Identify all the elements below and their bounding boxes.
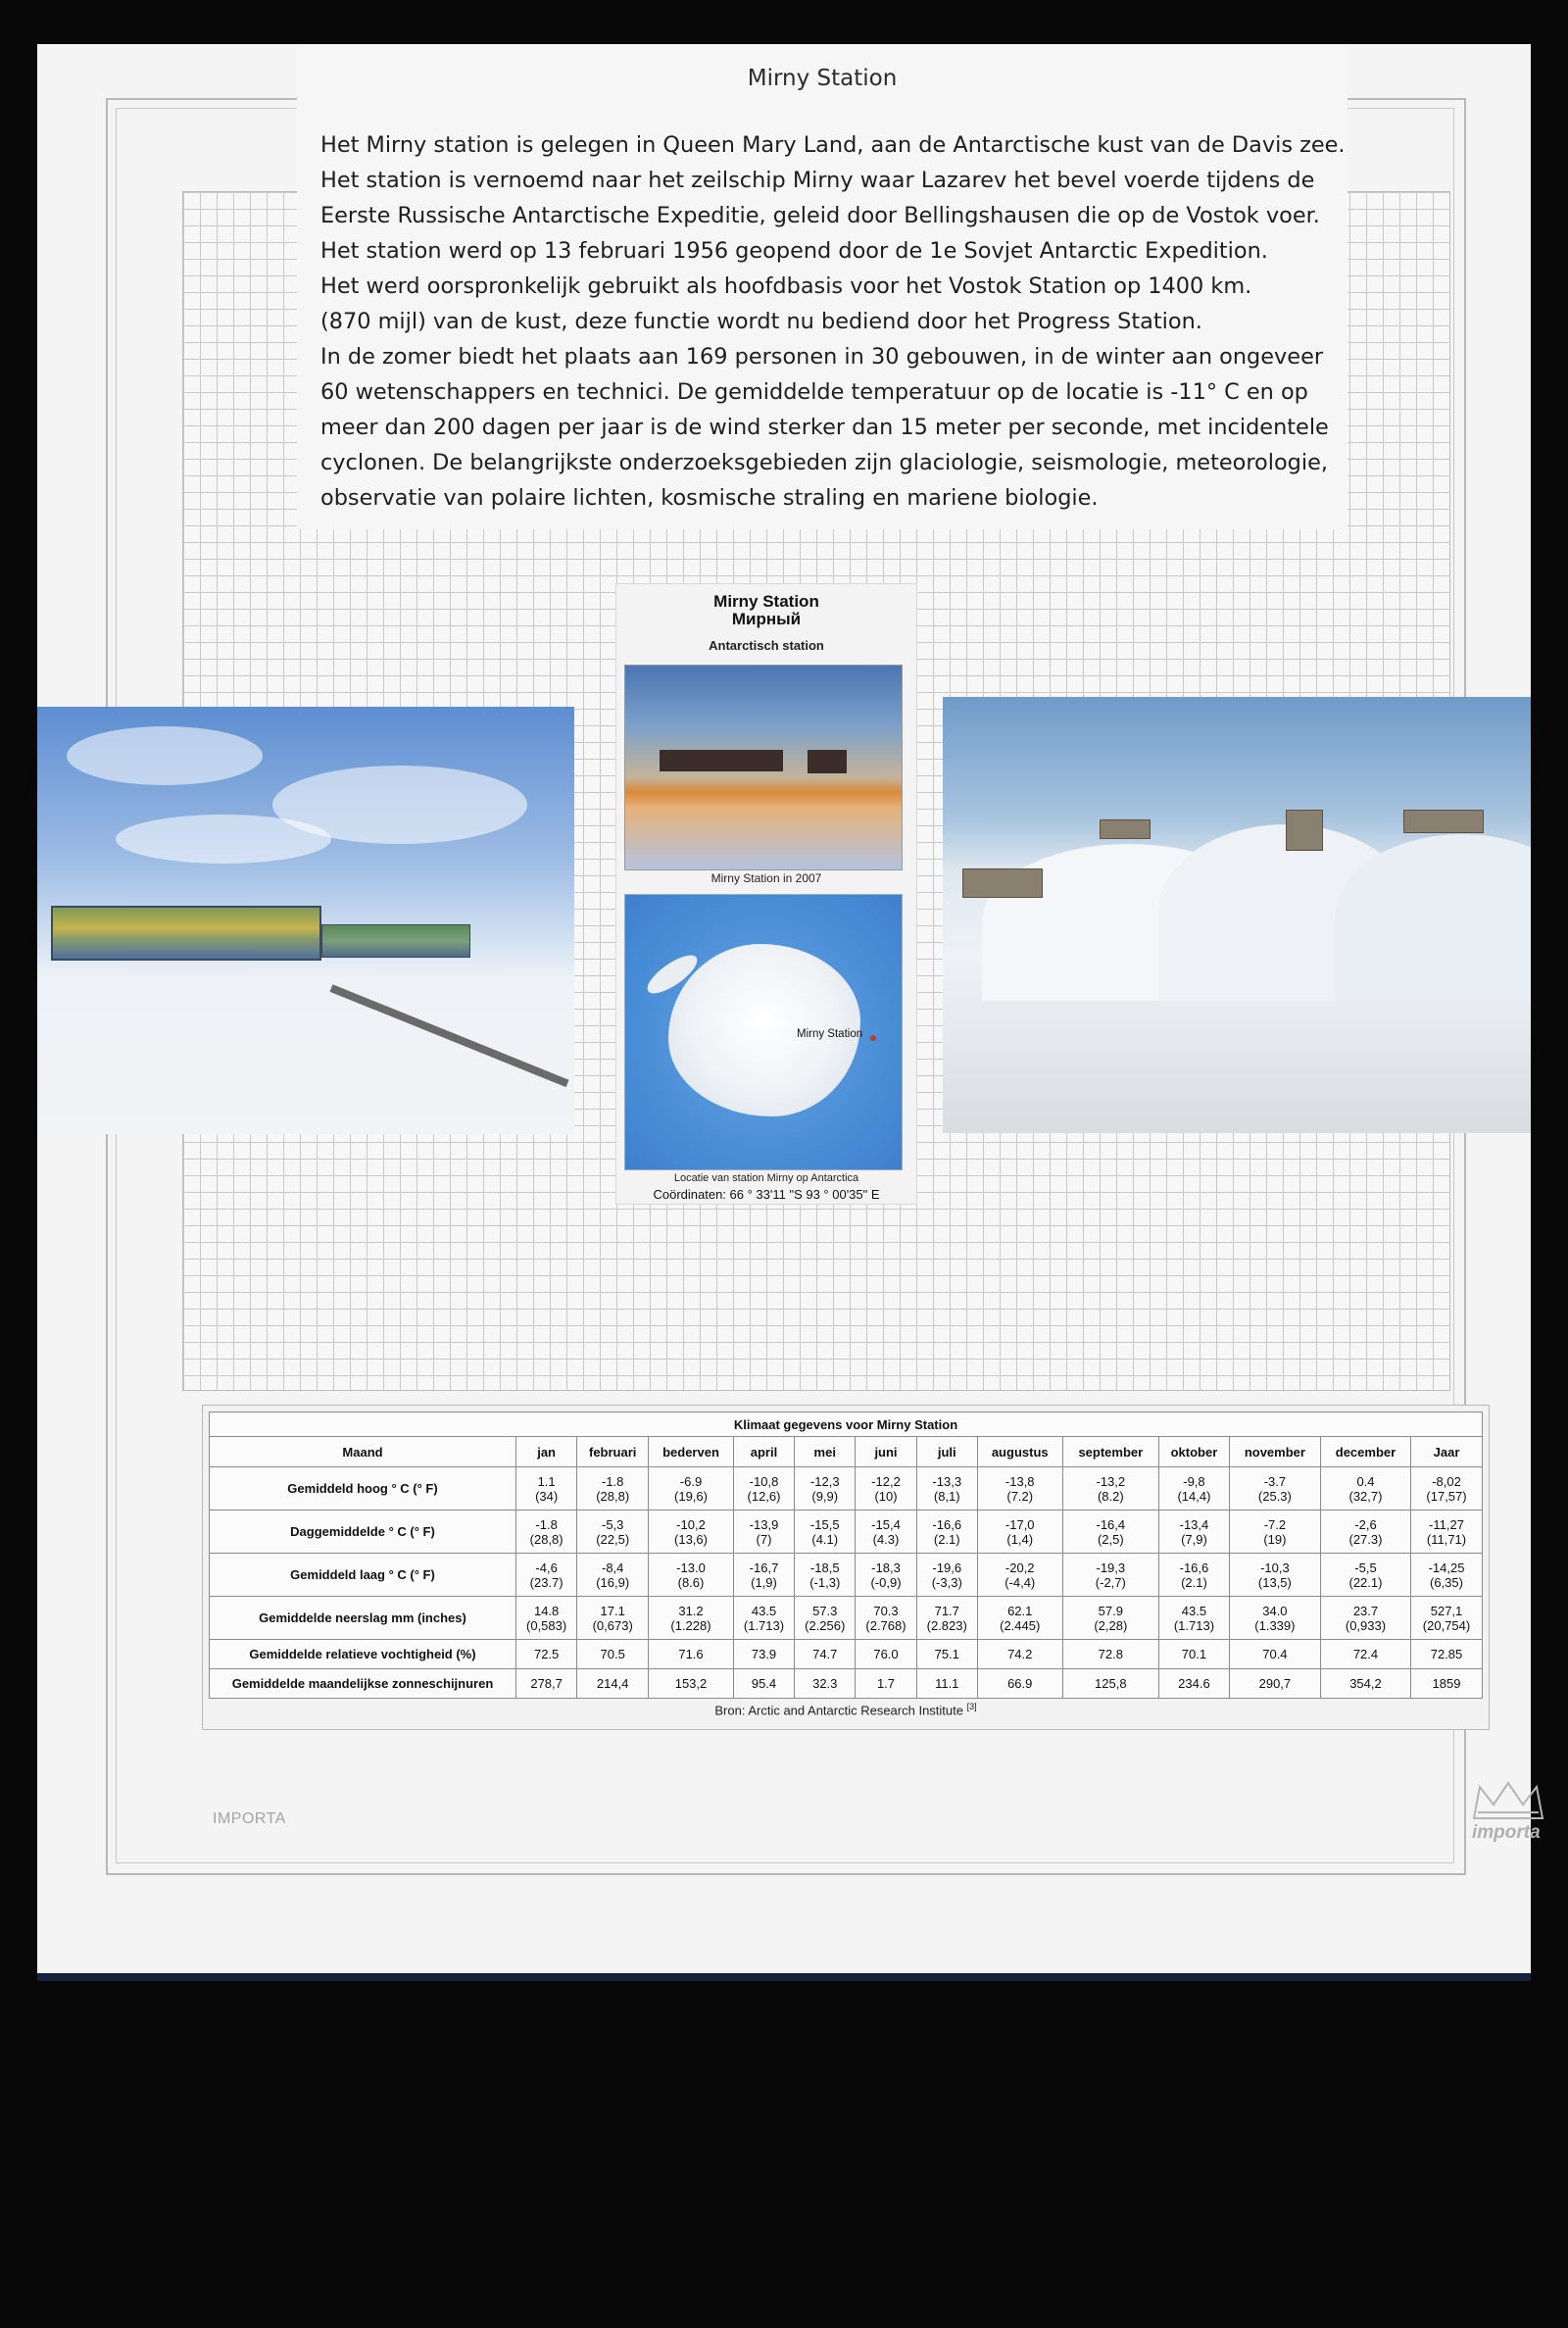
table-row	[210, 1640, 1483, 1669]
table-cell	[1411, 1669, 1483, 1699]
table-cell	[1411, 1597, 1483, 1640]
cell-value-alt: (2.1)	[1181, 1574, 1207, 1590]
table-cell	[733, 1669, 794, 1699]
table-cell	[977, 1511, 1062, 1554]
cell-value-alt: (10)	[874, 1488, 898, 1504]
header-month: bederven	[649, 1437, 734, 1467]
cell-value: -13,8	[1004, 1473, 1035, 1489]
row-label: Gemiddelde maandelijkse zonneschijnuren	[210, 1669, 516, 1699]
cell-value: 290,7	[1258, 1676, 1292, 1691]
snow-covered-station-photo	[943, 697, 1531, 1133]
table-cell	[856, 1669, 916, 1699]
table-cell	[977, 1554, 1062, 1597]
cell-value-alt: (2,28)	[1094, 1617, 1128, 1633]
cell-value-alt: (4.1)	[811, 1531, 839, 1547]
cell-value-alt: (1.228)	[670, 1617, 711, 1633]
cell-value: 278,7	[530, 1676, 563, 1691]
table-cell	[516, 1597, 577, 1640]
cell-value-alt: (23.7)	[529, 1574, 564, 1590]
cell-value: -13,4	[1179, 1516, 1209, 1532]
climate-table-card	[202, 1405, 1490, 1730]
cell-value: -8,4	[601, 1560, 624, 1575]
table-cell	[1062, 1669, 1158, 1699]
cell-value: -20,2	[1004, 1560, 1035, 1575]
cell-value: -15,5	[809, 1516, 840, 1532]
cell-value-alt: (2.823)	[926, 1617, 967, 1633]
table-cell	[1062, 1511, 1158, 1554]
source-ref: [3]	[966, 1702, 977, 1711]
row-label: Daggemiddelde ° C (° F)	[210, 1511, 516, 1554]
cell-value: 72.5	[533, 1647, 560, 1661]
station-marker-icon	[870, 1035, 876, 1041]
cell-value: -13.0	[676, 1560, 706, 1575]
cell-value: -15,4	[871, 1516, 901, 1532]
header-label: Maand	[210, 1437, 516, 1467]
table-cell	[649, 1597, 734, 1640]
cell-value: -1.8	[601, 1473, 624, 1489]
cell-value: 34.0	[1262, 1603, 1288, 1618]
cell-value: 14.8	[533, 1603, 560, 1618]
cell-value-alt: (22.1)	[1348, 1574, 1383, 1590]
cell-value-alt: (7,9)	[1181, 1531, 1207, 1547]
cell-value: -13,3	[932, 1473, 962, 1489]
cell-value: 70.1	[1181, 1647, 1207, 1661]
cell-value: 43.5	[751, 1603, 777, 1618]
intro-line: meer dan 200 dagen per jaar is de wind sterker dan 15 meter per seconde, met incidentele	[320, 415, 1329, 440]
cell-value: 62.1	[1007, 1603, 1033, 1618]
table-cell	[977, 1669, 1062, 1699]
cell-value: -13,2	[1096, 1473, 1126, 1489]
cell-value-alt: (28,8)	[596, 1488, 630, 1504]
cell-value: 75.1	[934, 1647, 959, 1661]
table-cell	[733, 1554, 794, 1597]
table-cell	[916, 1669, 977, 1699]
table-cell	[856, 1511, 916, 1554]
table-cell	[577, 1554, 649, 1597]
cell-value: 354,2	[1349, 1676, 1382, 1691]
cell-value: -17,0	[1004, 1516, 1035, 1532]
cell-value: -9,8	[1183, 1473, 1205, 1489]
cell-value: -2,6	[1354, 1516, 1377, 1532]
cell-value: 17.1	[600, 1603, 625, 1618]
table-cell	[1062, 1597, 1158, 1640]
station-infobox	[615, 583, 917, 1205]
cell-value-alt: (-4,4)	[1004, 1574, 1036, 1590]
cell-value-alt: (1,4)	[1006, 1531, 1034, 1547]
cell-value: -5,5	[1354, 1560, 1377, 1575]
cell-value: 57.9	[1098, 1603, 1123, 1618]
cell-value-alt: (32,7)	[1348, 1488, 1383, 1504]
cell-value: 125,8	[1095, 1676, 1127, 1691]
table-cell	[916, 1597, 977, 1640]
table-cell	[733, 1597, 794, 1640]
cell-value: 23.7	[1352, 1603, 1379, 1618]
cell-value: 32.3	[812, 1676, 838, 1691]
cell-value: -3.7	[1263, 1473, 1287, 1489]
table-cell	[1159, 1467, 1230, 1511]
row-label: Gemiddelde relatieve vochtigheid (%)	[210, 1640, 516, 1669]
table-cell	[1320, 1669, 1410, 1699]
cell-value-alt: (6,35)	[1430, 1574, 1463, 1590]
cell-value-alt: (34)	[535, 1488, 559, 1504]
cell-value-alt: (2,5)	[1097, 1531, 1124, 1547]
climate-source	[203, 1702, 1489, 1717]
table-cell	[795, 1554, 856, 1597]
header-month: februari	[577, 1437, 649, 1467]
cell-value-alt: (7)	[756, 1531, 772, 1547]
coordinates: Coördinaten: 66 ° 33'11 "S 93 ° 00'35" E	[653, 1187, 880, 1202]
table-cell	[1320, 1640, 1410, 1669]
cell-value: -1.8	[535, 1516, 558, 1532]
photo-caption: Mirny Station in 2007	[710, 871, 822, 885]
table-cell	[649, 1640, 734, 1669]
cell-value-alt: (0,673)	[592, 1617, 633, 1633]
table-cell	[916, 1640, 977, 1669]
cell-value-alt: (1.713)	[743, 1617, 785, 1633]
cell-value-alt: (-0,9)	[870, 1574, 902, 1590]
map-label: Mirny Station	[797, 1028, 863, 1040]
intro-line: In de zomer biedt het plaats aan 169 personen in 30 gebouwen, in de winter aan ongeveer	[320, 344, 1324, 370]
cell-value: 66.9	[1007, 1676, 1033, 1691]
header-month: september	[1062, 1437, 1158, 1467]
row-label: Gemiddelde neerslag mm (inches)	[210, 1597, 516, 1640]
table-cell	[916, 1467, 977, 1511]
table-cell	[856, 1597, 916, 1640]
cell-value: 72.8	[1098, 1647, 1123, 1661]
infobox-title-russian: Мирный	[731, 610, 802, 628]
cell-value-alt: (13,6)	[674, 1531, 708, 1547]
source-text: Bron: Arctic and Antarctic Research Institute	[714, 1703, 963, 1718]
table-cell	[516, 1554, 577, 1597]
table-cell	[795, 1669, 856, 1699]
header-month: mei	[795, 1437, 856, 1467]
table-cell	[1411, 1640, 1483, 1669]
cell-value: -10,8	[749, 1473, 779, 1489]
table-cell	[1229, 1669, 1320, 1699]
cell-value-alt: (0,933)	[1345, 1617, 1387, 1633]
cell-value: 1.1	[537, 1473, 556, 1489]
cell-value: 70.5	[600, 1647, 625, 1661]
cell-value: -16,6	[932, 1516, 962, 1532]
header-month: augustus	[977, 1437, 1062, 1467]
cell-value: 95.4	[751, 1676, 777, 1691]
cell-value: 71.6	[678, 1647, 704, 1661]
table-cell	[795, 1597, 856, 1640]
cell-value-alt: (19,6)	[674, 1488, 708, 1504]
cell-value: 70.3	[873, 1603, 899, 1618]
climate-caption: Klimaat gegevens voor Mirny Station	[210, 1412, 1483, 1437]
cell-value: 234.6	[1178, 1676, 1210, 1691]
table-cell	[795, 1511, 856, 1554]
cell-value: 71.7	[934, 1603, 959, 1618]
header-month: juni	[856, 1437, 916, 1467]
brand-watermark-left: IMPORTA	[213, 1810, 286, 1827]
table-row	[210, 1467, 1483, 1511]
table-row	[210, 1669, 1483, 1699]
cell-value: 11.1	[935, 1676, 959, 1691]
cell-value-alt: (28,8)	[529, 1531, 564, 1547]
infobox-title	[616, 593, 916, 628]
table-cell	[516, 1640, 577, 1669]
table-cell	[856, 1640, 916, 1669]
table-cell	[1411, 1511, 1483, 1554]
table-cell	[1159, 1554, 1230, 1597]
infobox-subtitle: Antarctisch station	[709, 638, 824, 653]
table-cell	[1320, 1511, 1410, 1554]
header-month: april	[733, 1437, 794, 1467]
cell-value-alt: (1.339)	[1254, 1617, 1296, 1633]
table-cell	[577, 1597, 649, 1640]
header-month: Jaar	[1411, 1437, 1483, 1467]
cell-value: 214,4	[596, 1676, 629, 1691]
cell-value-alt: (2.445)	[1000, 1617, 1041, 1633]
climate-header-row	[210, 1437, 1483, 1467]
row-label: Gemiddeld hoog ° C (° F)	[210, 1467, 516, 1511]
cell-value-alt: (4.3)	[872, 1531, 900, 1547]
table-cell	[1229, 1640, 1320, 1669]
cell-value-alt: (7.2)	[1006, 1488, 1034, 1504]
cell-value: 1.7	[876, 1676, 896, 1691]
brand-logo	[1468, 1779, 1548, 1846]
cell-value: -16,7	[749, 1560, 779, 1575]
row-label: Gemiddeld laag ° C (° F)	[210, 1554, 516, 1597]
cell-value-alt: (-2,7)	[1095, 1574, 1126, 1590]
cell-value: 74.2	[1007, 1647, 1033, 1661]
header-month: december	[1320, 1437, 1410, 1467]
cell-value-alt: (8,1)	[933, 1488, 960, 1504]
table-row	[210, 1554, 1483, 1597]
table-cell	[733, 1640, 794, 1669]
cell-value: -10,2	[676, 1516, 706, 1532]
cell-value: -11,27	[1429, 1516, 1464, 1532]
cell-value: -18,5	[809, 1560, 840, 1575]
table-cell	[733, 1467, 794, 1511]
table-row	[210, 1597, 1483, 1640]
cell-value-alt: (14,4)	[1177, 1488, 1211, 1504]
table-cell	[977, 1640, 1062, 1669]
cell-value-alt: (16,9)	[596, 1574, 630, 1590]
intro-line: observatie van polaire lichten, kosmische straling en mariene biologie.	[320, 485, 1099, 511]
cell-value-alt: (22,5)	[596, 1531, 630, 1547]
cell-value: 73.9	[751, 1647, 777, 1661]
table-cell	[649, 1467, 734, 1511]
table-cell	[649, 1554, 734, 1597]
table-cell	[1159, 1640, 1230, 1669]
table-row	[210, 1511, 1483, 1554]
antarctica-location-map	[624, 894, 903, 1170]
table-cell	[1411, 1554, 1483, 1597]
cell-value-alt: (12,6)	[747, 1488, 781, 1504]
table-cell	[577, 1669, 649, 1699]
intro-line: Het werd oorspronkelijk gebruikt als hoofdbasis voor het Vostok Station op 1400 km.	[320, 273, 1252, 299]
cell-value: 153,2	[674, 1676, 708, 1691]
cell-value: -14,25	[1428, 1560, 1465, 1575]
table-cell	[1229, 1554, 1320, 1597]
table-cell	[977, 1597, 1062, 1640]
table-cell	[516, 1669, 577, 1699]
table-cell	[1159, 1511, 1230, 1554]
table-cell	[516, 1467, 577, 1511]
cell-value-alt: (-3,3)	[931, 1574, 962, 1590]
table-cell	[1320, 1467, 1410, 1511]
cell-value-alt: (25.3)	[1257, 1488, 1292, 1504]
table-cell	[795, 1640, 856, 1669]
table-cell	[733, 1511, 794, 1554]
cell-value: -16,6	[1179, 1560, 1209, 1575]
intro-line: Het station werd op 13 februari 1956 geopend door de 1e Sovjet Antarctic Expedition.	[320, 238, 1268, 264]
station-building-photo	[37, 707, 574, 1134]
table-cell	[577, 1640, 649, 1669]
map-caption: Locatie van station Mirny op Antarctica	[673, 1172, 859, 1184]
intro-line: 60 wetenschappers en technici. De gemiddelde temperatuur op de locatie is -11° C en op	[320, 379, 1308, 405]
table-cell	[977, 1467, 1062, 1511]
cell-value-alt: (1,9)	[751, 1574, 777, 1590]
cell-value-alt: (11,71)	[1426, 1531, 1467, 1547]
cell-value: -8,02	[1432, 1473, 1461, 1489]
cell-value: -16,4	[1096, 1516, 1126, 1532]
cell-value-alt: (0,583)	[526, 1617, 567, 1633]
cell-value: 72.4	[1352, 1647, 1379, 1661]
cell-value: -12,3	[809, 1473, 840, 1489]
cell-value: -6.9	[679, 1473, 703, 1489]
cell-value-alt: (8.6)	[677, 1574, 705, 1590]
intro-paragraph	[320, 127, 1346, 516]
intro-line: (870 mijl) van de kust, deze functie wordt nu bediend door het Progress Station.	[320, 309, 1202, 334]
table-cell	[1229, 1597, 1320, 1640]
cell-value: 0.4	[1356, 1473, 1375, 1489]
cell-value: 43.5	[1181, 1603, 1207, 1618]
table-cell	[916, 1554, 977, 1597]
cell-value: -10,3	[1260, 1560, 1290, 1575]
table-cell	[856, 1467, 916, 1511]
cell-value-alt: (1.713)	[1173, 1617, 1215, 1633]
cell-value-alt: (9,9)	[811, 1488, 839, 1504]
table-cell	[1229, 1511, 1320, 1554]
cell-value: -4,6	[535, 1560, 558, 1575]
intro-line: cyclonen. De belangrijkste onderzoeksgebieden zijn glaciologie, seismologie, meteorologie,	[320, 450, 1328, 475]
intro-line: Het Mirny station is gelegen in Queen Mary Land, aan de Antarctische kust van de Davis zee.	[320, 132, 1346, 158]
cell-value: -12,2	[871, 1473, 901, 1489]
climate-table	[209, 1412, 1483, 1699]
cell-value: 527,1	[1430, 1603, 1463, 1618]
cell-value: -19,6	[932, 1560, 962, 1575]
album-page	[37, 44, 1541, 1977]
table-cell	[1159, 1669, 1230, 1699]
table-cell	[1411, 1467, 1483, 1511]
cell-value-alt: (2.256)	[805, 1617, 846, 1633]
cell-value: 1859	[1432, 1676, 1461, 1691]
cell-value: -13,9	[749, 1516, 779, 1532]
cell-value-alt: (13,5)	[1257, 1574, 1292, 1590]
table-cell	[1062, 1640, 1158, 1669]
table-cell	[1229, 1467, 1320, 1511]
cell-value: 74.7	[812, 1647, 838, 1661]
table-cell	[1320, 1554, 1410, 1597]
table-cell	[649, 1511, 734, 1554]
table-cell	[649, 1669, 734, 1699]
cell-value: 70.4	[1262, 1647, 1288, 1661]
table-cell	[516, 1511, 577, 1554]
header-month: juli	[916, 1437, 977, 1467]
brand-logo-text: importa	[1472, 1822, 1541, 1843]
table-cell	[1062, 1467, 1158, 1511]
table-cell	[1320, 1597, 1410, 1640]
table-cell	[577, 1467, 649, 1511]
cell-value-alt: (17,57)	[1426, 1488, 1467, 1504]
cell-value: -5,3	[601, 1516, 624, 1532]
table-cell	[916, 1511, 977, 1554]
cell-value-alt: (19)	[1263, 1531, 1287, 1547]
cell-value-alt: (27.3)	[1348, 1531, 1383, 1547]
header-month: oktober	[1159, 1437, 1230, 1467]
table-cell	[1062, 1554, 1158, 1597]
cell-value-alt: (8.2)	[1097, 1488, 1124, 1504]
cell-value: 31.2	[678, 1603, 704, 1618]
header-month: november	[1229, 1437, 1320, 1467]
table-cell	[795, 1467, 856, 1511]
intro-line: Eerste Russische Antarctische Expeditie, geleid door Bellingshausen die op de Vostok voer.	[320, 203, 1320, 228]
table-cell	[1159, 1597, 1230, 1640]
cell-value: -7.2	[1263, 1516, 1287, 1532]
cell-value: -19,3	[1096, 1560, 1126, 1575]
cell-value: 57.3	[812, 1603, 838, 1618]
table-cell	[577, 1511, 649, 1554]
crown-icon	[1468, 1779, 1548, 1824]
intro-line: Het station is vernoemd naar het zeilschip Mirny waar Lazarev het bevel voerde tijdens de	[320, 168, 1315, 193]
infobox-title-latin: Mirny Station	[713, 592, 819, 611]
cell-value-alt: (-1,3)	[809, 1574, 841, 1590]
cell-value: -18,3	[871, 1560, 901, 1575]
cell-value-alt: (2.768)	[865, 1617, 906, 1633]
album-binding-edge	[37, 1973, 1531, 1981]
header-month: jan	[516, 1437, 577, 1467]
station-2007-photo	[624, 665, 903, 870]
cell-value-alt: (2.1)	[933, 1531, 960, 1547]
page-title: Mirny Station	[747, 66, 898, 91]
intro-text-card	[297, 44, 1348, 529]
table-cell	[856, 1554, 916, 1597]
cell-value: 76.0	[873, 1647, 899, 1661]
cell-value: 72.85	[1430, 1647, 1463, 1661]
cell-value-alt: (20,754)	[1422, 1617, 1471, 1633]
